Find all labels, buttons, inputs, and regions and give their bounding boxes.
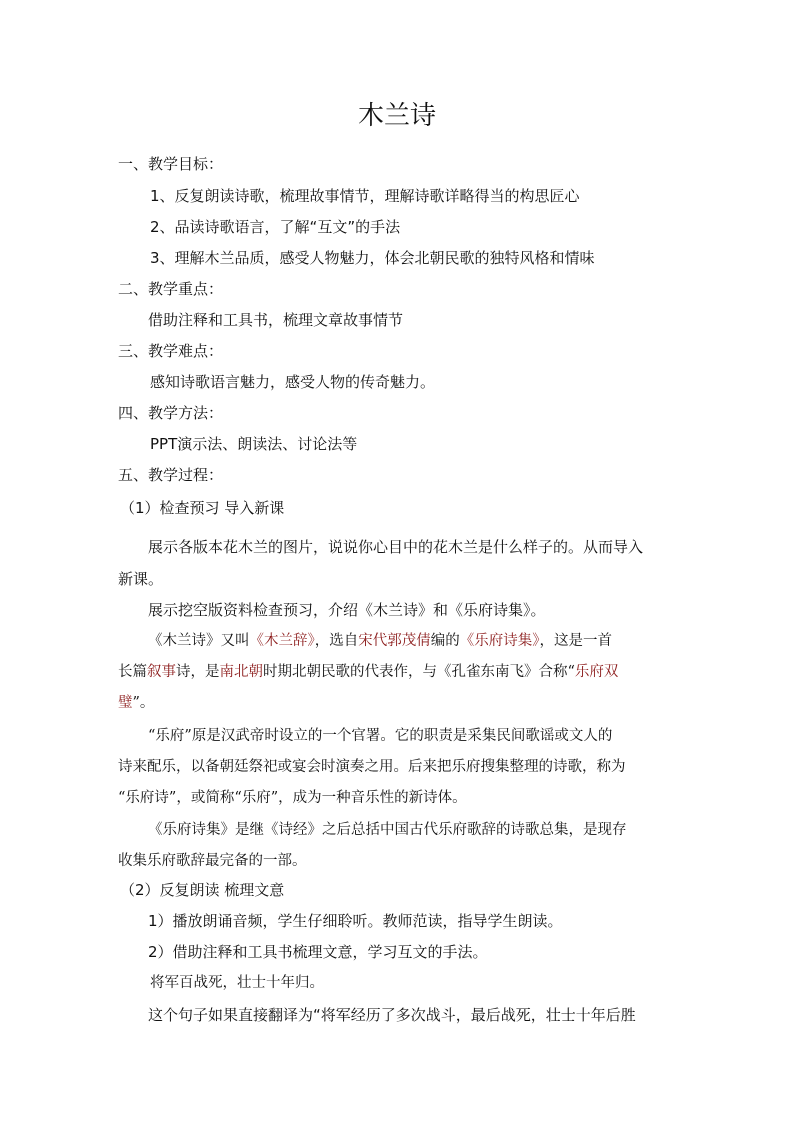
info-block-2-line-3: “乐府诗”，或简称“乐府”，成为一种音乐性的新诗体。 xyxy=(118,790,467,806)
info1-highlight: 叙事 xyxy=(147,664,176,680)
info1-highlight: 乐府双 xyxy=(574,664,619,680)
step2-item-2: 2）借助注释和工具书梳理文意，学习互文的手法。 xyxy=(148,943,488,961)
document-title: 木兰诗 xyxy=(357,101,436,131)
info1-text: ，这是一首 xyxy=(539,633,612,649)
process-heading: 五、教学过程： xyxy=(118,466,224,484)
difficulties-heading: 三、教学难点： xyxy=(118,342,224,360)
key-points-heading: 二、教学重点： xyxy=(118,280,224,298)
info1-text: ，选自 xyxy=(314,633,359,649)
info-block-1-line-1 xyxy=(148,631,612,651)
info1-text: ”。 xyxy=(132,695,155,711)
difficulties-text: 感知诗歌语言魅力，感受人物的传奇魅力。 xyxy=(150,373,436,391)
step2-paragraph: 这个句子如果直接翻译为“将军经历了多次战斗，最后战死，壮士十年后胜 xyxy=(148,1006,636,1024)
key-points-text: 借助注释和工具书，梳理文章故事情节 xyxy=(148,311,404,329)
methods-text: PPT演示法、朗读法、讨论法等 xyxy=(150,435,358,453)
quote-line: 将军百战死，壮士十年归。 xyxy=(150,975,324,991)
goal-item-1: 1、反复朗读诗歌，梳理故事情节，理解诗歌详略得当的构思匠心 xyxy=(150,187,580,205)
info1-highlight: 宋代 xyxy=(358,633,388,649)
step1-paragraph-1-line-2: 新课。 xyxy=(118,570,164,588)
step1-paragraph-2: 展示挖空版资料检查预习，介绍《木兰诗》和《乐府诗集》。 xyxy=(148,601,546,619)
info1-highlight: 《乐府诗集》 xyxy=(459,633,540,649)
info1-text: 编的 xyxy=(430,633,460,649)
goal-item-2: 2、品读诗歌语言，了解“互文”的手法 xyxy=(150,218,401,236)
goals-heading: 一、教学目标： xyxy=(118,155,224,173)
info-block-3-line-1: 《乐府诗集》是继《诗经》之后总括中国古代乐府歌辞的诗歌总集，是现存 xyxy=(148,822,627,838)
step1-paragraph-1-line-1: 展示各版本花木兰的图片，说说你心目中的花木兰是什么样子的。从而导入 xyxy=(148,538,644,556)
info-block-3-line-2: 收集乐府歌辞最完备的一部。 xyxy=(118,853,307,869)
step1-heading: （1）检查预习 导入新课 xyxy=(120,499,285,517)
goal-item-3: 3、理解木兰品质，感受人物魅力，体会北朝民歌的独特风格和情味 xyxy=(150,249,595,267)
info1-highlight: 璧 xyxy=(118,695,133,711)
info1-text: 长篇 xyxy=(118,664,147,680)
info1-text: 时期北朝民歌的代表作，与《孔雀东南飞》合称“ xyxy=(263,664,575,680)
step2-heading: （2）反复朗读 梳理文意 xyxy=(120,881,285,899)
info1-highlight: 郭茂倩 xyxy=(387,633,431,649)
methods-heading: 四、教学方法： xyxy=(118,404,224,422)
step2-item-1: 1）播放朗诵音频，学生仔细聆听。教师范读，指导学生朗读。 xyxy=(148,912,563,930)
info1-highlight: 《木兰辞》 xyxy=(249,633,315,649)
info-block-1-line-2 xyxy=(118,662,618,682)
info1-text: 诗，是 xyxy=(176,664,220,680)
info-block-1-line-3 xyxy=(118,693,154,713)
info-block-2-line-1: “乐府”原是汉武帝时设立的一个官署。它的职责是采集民间歌谣或文人的 xyxy=(148,728,613,744)
info1-text: 《木兰诗》又叫 xyxy=(148,633,250,649)
info1-highlight: 南北朝 xyxy=(219,664,263,680)
info-block-2-line-2: 诗来配乐，以备朝廷祭祀或宴会时演奏之用。后来把乐府搜集整理的诗歌，称为 xyxy=(118,759,626,775)
